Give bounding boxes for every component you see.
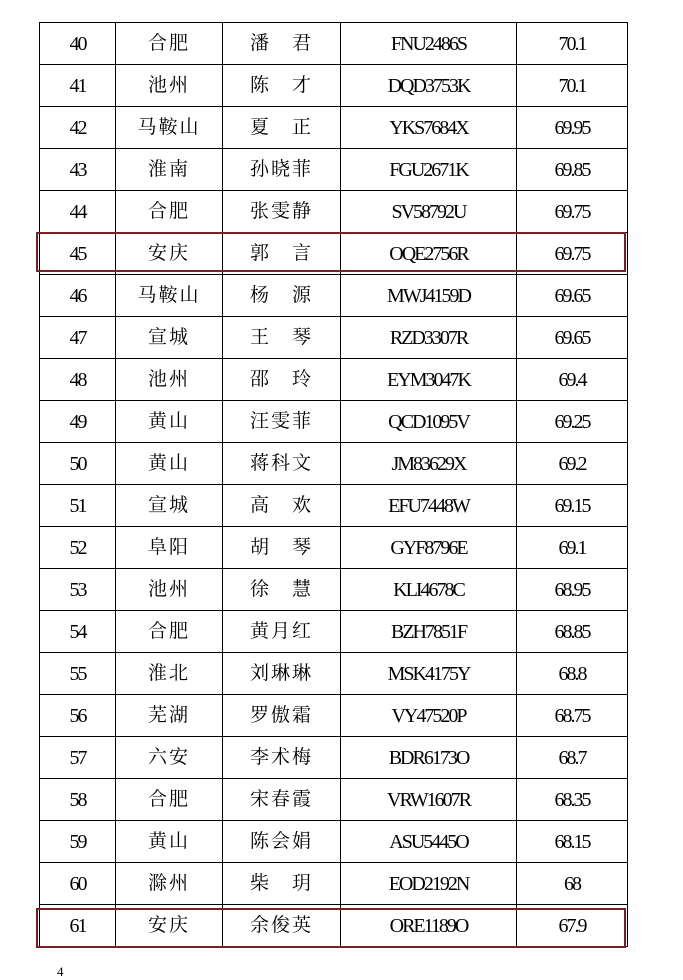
cell-name: 孙晓菲: [223, 149, 341, 191]
cell-city: 安庆: [116, 233, 223, 275]
cell-name: 黄月红: [223, 611, 341, 653]
cell-rank: 40: [40, 23, 116, 65]
cell-exam-code: FGU2671K: [341, 149, 517, 191]
cell-name: 余俊英: [223, 905, 341, 947]
cell-name: 高 欢: [223, 485, 341, 527]
cell-score: 69.25: [517, 401, 628, 443]
cell-name: 张雯静: [223, 191, 341, 233]
cell-city: 合肥: [116, 23, 223, 65]
cell-city: 池州: [116, 359, 223, 401]
cell-city: 六安: [116, 737, 223, 779]
cell-name: 罗傲霜: [223, 695, 341, 737]
page-number: 4: [57, 964, 64, 979]
cell-rank: 53: [40, 569, 116, 611]
cell-city: 合肥: [116, 779, 223, 821]
cell-rank: 50: [40, 443, 116, 485]
cell-exam-code: DQD3753K: [341, 65, 517, 107]
cell-rank: 57: [40, 737, 116, 779]
cell-city: 阜阳: [116, 527, 223, 569]
cell-name: 陈 才: [223, 65, 341, 107]
table-row: [40, 695, 628, 737]
cell-rank: 59: [40, 821, 116, 863]
cell-city: 合肥: [116, 191, 223, 233]
table-row: [40, 191, 628, 233]
cell-score: 70.1: [517, 65, 628, 107]
cell-exam-code: SV58792U: [341, 191, 517, 233]
cell-score: 67.9: [517, 905, 628, 947]
cell-exam-code: YKS7684X: [341, 107, 517, 149]
cell-name: 郭 言: [223, 233, 341, 275]
cell-score: 69.15: [517, 485, 628, 527]
cell-exam-code: ASU5445O: [341, 821, 517, 863]
table-row: [40, 23, 628, 65]
cell-score: 69.1: [517, 527, 628, 569]
cell-score: 69.65: [517, 317, 628, 359]
cell-city: 马鞍山: [116, 107, 223, 149]
cell-exam-code: JM83629X: [341, 443, 517, 485]
cell-name: 汪雯菲: [223, 401, 341, 443]
table-row: [40, 737, 628, 779]
cell-rank: 51: [40, 485, 116, 527]
cell-rank: 61: [40, 905, 116, 947]
cell-city: 滁州: [116, 863, 223, 905]
cell-name: 夏 正: [223, 107, 341, 149]
cell-exam-code: OQE2756R: [341, 233, 517, 275]
cell-score: 68.75: [517, 695, 628, 737]
results-table-body: [40, 23, 628, 947]
cell-city: 宣城: [116, 317, 223, 359]
cell-score: 68.35: [517, 779, 628, 821]
table-row: [40, 905, 628, 947]
cell-exam-code: EOD2192N: [341, 863, 517, 905]
cell-score: 69.75: [517, 191, 628, 233]
cell-score: 68.8: [517, 653, 628, 695]
cell-score: 69.95: [517, 107, 628, 149]
cell-city: 池州: [116, 65, 223, 107]
table-row: [40, 485, 628, 527]
cell-rank: 44: [40, 191, 116, 233]
table-row: [40, 611, 628, 653]
cell-exam-code: ORE1189O: [341, 905, 517, 947]
cell-score: 69.85: [517, 149, 628, 191]
cell-score: 70.1: [517, 23, 628, 65]
cell-exam-code: FNU2486S: [341, 23, 517, 65]
cell-rank: 60: [40, 863, 116, 905]
cell-city: 芜湖: [116, 695, 223, 737]
cell-rank: 42: [40, 107, 116, 149]
cell-score: 69.4: [517, 359, 628, 401]
cell-city: 池州: [116, 569, 223, 611]
cell-city: 合肥: [116, 611, 223, 653]
cell-rank: 52: [40, 527, 116, 569]
cell-exam-code: EFU7448W: [341, 485, 517, 527]
cell-name: 蒋科文: [223, 443, 341, 485]
cell-rank: 41: [40, 65, 116, 107]
cell-name: 宋春霞: [223, 779, 341, 821]
table-row: [40, 653, 628, 695]
cell-city: 马鞍山: [116, 275, 223, 317]
cell-name: 徐 慧: [223, 569, 341, 611]
cell-city: 安庆: [116, 905, 223, 947]
cell-city: 淮北: [116, 653, 223, 695]
cell-name: 柴 玥: [223, 863, 341, 905]
cell-exam-code: VRW1607R: [341, 779, 517, 821]
cell-exam-code: KLI4678C: [341, 569, 517, 611]
cell-exam-code: QCD1095V: [341, 401, 517, 443]
cell-score: 69.65: [517, 275, 628, 317]
cell-name: 王 琴: [223, 317, 341, 359]
cell-score: 69.2: [517, 443, 628, 485]
cell-city: 黄山: [116, 443, 223, 485]
cell-rank: 56: [40, 695, 116, 737]
cell-rank: 47: [40, 317, 116, 359]
cell-city: 淮南: [116, 149, 223, 191]
cell-name: 杨 源: [223, 275, 341, 317]
table-row: [40, 863, 628, 905]
cell-name: 李术梅: [223, 737, 341, 779]
cell-exam-code: VY47520P: [341, 695, 517, 737]
table-row: [40, 233, 628, 275]
cell-rank: 46: [40, 275, 116, 317]
cell-name: 邵 玲: [223, 359, 341, 401]
table-row: [40, 65, 628, 107]
table-row: [40, 569, 628, 611]
cell-city: 黄山: [116, 401, 223, 443]
cell-score: 68.7: [517, 737, 628, 779]
cell-rank: 49: [40, 401, 116, 443]
cell-rank: 48: [40, 359, 116, 401]
table-row: [40, 821, 628, 863]
cell-score: 68.15: [517, 821, 628, 863]
cell-exam-code: MSK4175Y: [341, 653, 517, 695]
cell-name: 刘琳琳: [223, 653, 341, 695]
cell-name: 潘 君: [223, 23, 341, 65]
table-row: [40, 317, 628, 359]
cell-rank: 55: [40, 653, 116, 695]
cell-city: 黄山: [116, 821, 223, 863]
table-row: [40, 149, 628, 191]
cell-exam-code: MWJ4159D: [341, 275, 517, 317]
cell-rank: 58: [40, 779, 116, 821]
table-row: [40, 443, 628, 485]
table-row: [40, 359, 628, 401]
cell-rank: 54: [40, 611, 116, 653]
cell-exam-code: BZH7851F: [341, 611, 517, 653]
cell-city: 宣城: [116, 485, 223, 527]
cell-exam-code: RZD3307R: [341, 317, 517, 359]
cell-score: 68.85: [517, 611, 628, 653]
cell-exam-code: GYF8796E: [341, 527, 517, 569]
table-row: [40, 527, 628, 569]
cell-exam-code: BDR6173O: [341, 737, 517, 779]
table-row: [40, 401, 628, 443]
table-row: [40, 107, 628, 149]
cell-name: 陈会娟: [223, 821, 341, 863]
cell-exam-code: EYM3047K: [341, 359, 517, 401]
table-row: [40, 275, 628, 317]
table-row: [40, 779, 628, 821]
results-table: [39, 22, 628, 947]
cell-name: 胡 琴: [223, 527, 341, 569]
cell-rank: 43: [40, 149, 116, 191]
cell-score: 69.75: [517, 233, 628, 275]
cell-rank: 45: [40, 233, 116, 275]
cell-score: 68.95: [517, 569, 628, 611]
cell-score: 68: [517, 863, 628, 905]
